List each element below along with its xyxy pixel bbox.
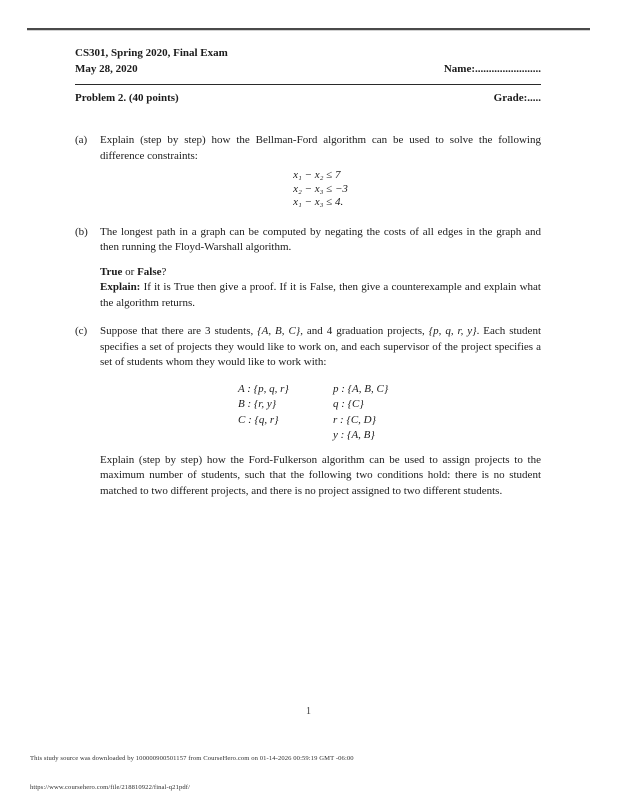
projects-set: {p, q, r, y} [428, 325, 477, 337]
students-set: {A, B, C} [257, 325, 301, 337]
false-word: False [137, 265, 162, 278]
part-b-statement: The longest path in a graph can be computed by negating the costs of all edges in the graph and then running the Floyd-Warshall algorithm. [100, 225, 541, 253]
problem-body [75, 133, 541, 499]
constraint-line: x₁ − x₂ ≤ 7 [293, 169, 341, 181]
matching-row: q : {C} [333, 398, 364, 410]
exam-date: May 28, 2020 [75, 63, 138, 75]
problem-part-b [75, 225, 541, 312]
true-word: True [100, 265, 123, 278]
explain-instruction [100, 280, 541, 311]
matching-row: y : {A, B} [333, 429, 375, 441]
part-b-marker: (b) [75, 225, 88, 238]
project-preferences-column [333, 382, 388, 444]
download-notice: This study source was downloaded by 100000900501157 from CourseHero.com on 01-14-2026 00:59:19 GMT -06:00 [30, 755, 354, 762]
part-c-outro: Explain (step by step) how the Ford-Fulkerson algorithm can be used to assign projects to the maximum number of students, such that the following two conditions hold: there is no student matched to two different projects, and there is no project assigned to two different students. [100, 453, 541, 497]
page-top-border [27, 28, 590, 30]
name-field: Name:........................ [443, 63, 541, 75]
course-title: CS301, Spring 2020, Final Exam [75, 47, 228, 59]
grade-field: Grade:..... [493, 92, 541, 104]
intro-text: Suppose that there are 3 students, [100, 325, 258, 337]
constraint-line: x₁ − x₃ ≤ 4. [293, 196, 344, 208]
matching-preferences [238, 382, 541, 444]
intro-text: . Each student specifies a set of projects they would like to work on, and each supervisor of the project specifies a set of students whom they would like to work with: [100, 325, 541, 368]
part-a-text: Explain (step by step) how the Bellman-Ford algorithm can be used to solve the following difference constraints: [100, 134, 541, 162]
matching-row: r : {C, D} [333, 413, 377, 426]
explain-label: Explain: [100, 281, 141, 293]
constraint-line: x₂ − x₃ ≤ −3 [293, 182, 348, 195]
problem-part-c [75, 324, 541, 499]
or-word: or [122, 265, 138, 278]
true-false-question [100, 265, 541, 281]
part-c-intro [100, 324, 541, 371]
source-url[interactable]: https://www.coursehero.com/file/218810922/final-q21pdf/ [30, 784, 190, 791]
difference-constraints [100, 169, 541, 211]
page-number: 1 [306, 706, 311, 717]
part-c-marker: (c) [75, 325, 88, 337]
problem-title: Problem 2. (40 points) [75, 92, 179, 104]
intro-text: , and 4 graduation projects, [300, 325, 429, 337]
matching-row: B : {r, y} [238, 398, 277, 410]
question-mark: ? [161, 265, 167, 278]
matching-row: A : {p, q, r} [238, 382, 289, 395]
explain-text: If it is True then give a proof. If it is False, then give a counterexample and explain what the algorithm returns. [100, 281, 541, 309]
header-divider [75, 84, 541, 85]
matching-row: C : {q, r} [238, 413, 279, 426]
problem-part-a [75, 133, 541, 212]
part-a-marker: (a) [75, 134, 88, 146]
matching-row: p : {A, B, C} [333, 382, 389, 395]
student-preferences-column [238, 382, 333, 444]
exam-header [75, 45, 541, 106]
